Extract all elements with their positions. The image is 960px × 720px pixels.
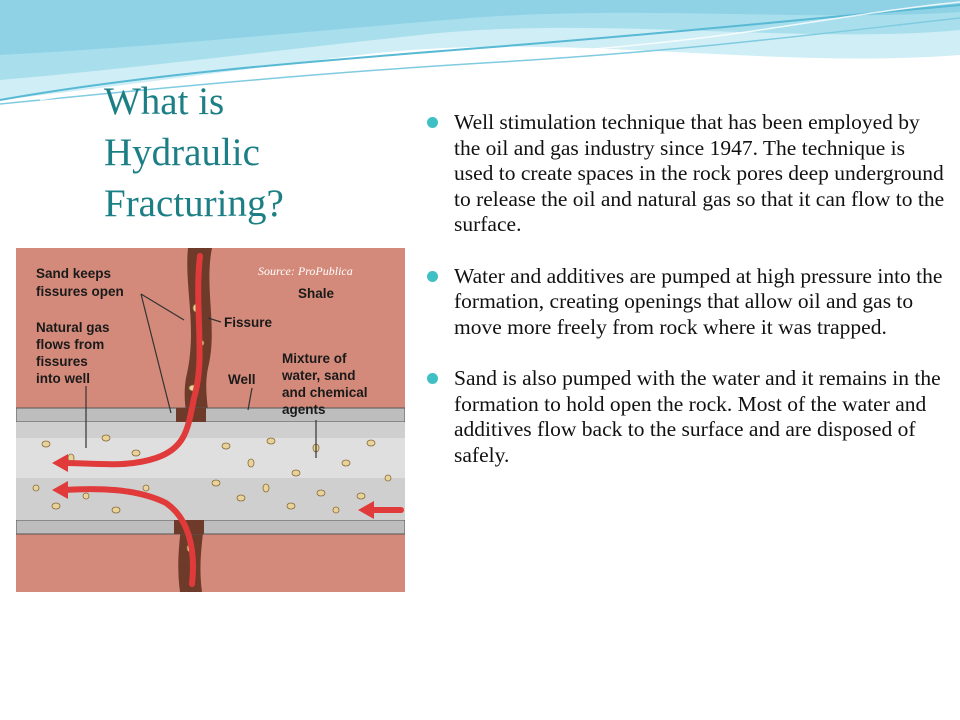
label-natural-gas: into well [36,371,90,386]
title-line: What is [104,80,225,123]
fracturing-diagram-svg [16,248,405,592]
bullet-dot-icon [427,271,438,282]
label-natural-gas: flows from [36,337,105,352]
bullet-item [424,110,949,238]
bullet-text: Well stimulation technique that has been employed by the oil and gas industry since 1947. The technique is used to create spaces in the rock pores deep underground to release the oil and natural gas so that it can flow to the surface. [454,110,945,236]
bullet-dot-icon [427,373,438,384]
label-well: Well [228,372,256,387]
label-mixture: water, sand [282,368,356,383]
bullet-item [424,264,949,341]
label-natural-gas: fissures [36,354,88,369]
source-credit: Source: ProPublica [258,264,353,278]
label-sand-keeps: fissures open [36,284,124,299]
label-fissure: Fissure [224,315,273,330]
label-sand-keeps: Sand keeps [36,266,112,281]
well-casing-bottom [16,520,405,534]
label-natural-gas: Natural gas [36,320,110,335]
bullet-text: Sand is also pumped with the water and it remains in the formation to hold open the rock. Most of the water and additives flow back to the surface and are disposed of safely. [454,366,941,467]
label-mixture: and chemical [282,385,368,400]
title-line: Hydraulic [104,131,260,174]
fracturing-diagram [16,248,405,592]
bullet-dot-icon [427,117,438,128]
label-mixture: Mixture of [282,351,347,366]
well-casing-top [16,408,405,422]
title-line: Fracturing? [104,182,284,225]
label-shale: Shale [298,286,335,301]
bullet-item [424,366,949,468]
bullet-text: Water and additives are pumped at high pressure into the formation, creating openings that allow oil and gas to move more freely from rock where it was trapped. [454,263,943,339]
bullet-list [424,110,949,468]
slide-title [104,76,404,229]
label-mixture: agents [282,402,326,417]
